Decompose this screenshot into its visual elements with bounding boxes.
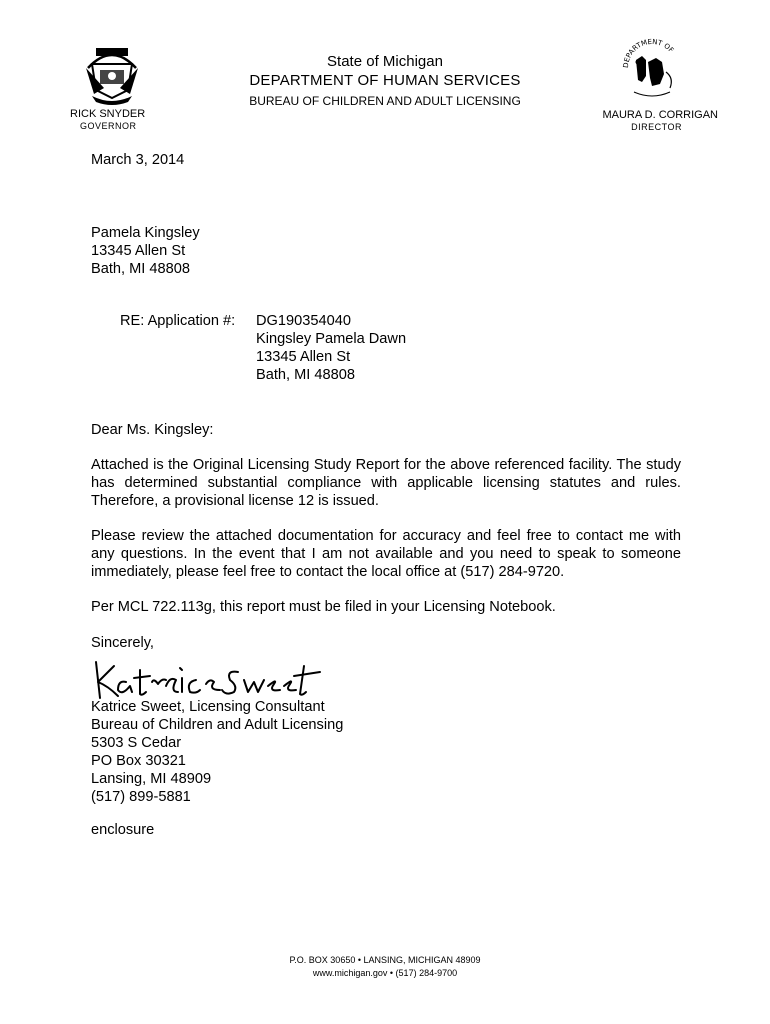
re-line: Kingsley Pamela Dawn xyxy=(256,331,407,347)
governor-title: GOVERNOR xyxy=(80,121,137,131)
svg-text:DEPARTMENT OF: DEPARTMENT OF xyxy=(621,37,676,69)
signature-image xyxy=(88,652,328,702)
sender-block xyxy=(91,698,343,806)
department-name: DEPARTMENT OF HUMAN SERVICES xyxy=(249,72,521,89)
sender-line: Lansing, MI 48909 xyxy=(91,771,212,787)
recipient-line: Bath, MI 48808 xyxy=(91,261,190,277)
footer-contact: www.michigan.gov • (517) 284-9700 xyxy=(312,968,458,978)
re-line: Bath, MI 48808 xyxy=(256,367,355,383)
recipient-line: Pamela Kingsley xyxy=(91,225,200,241)
director-title: DIRECTOR xyxy=(631,122,682,132)
governor-name: RICK SNYDER xyxy=(70,108,146,120)
sender-line: 5303 S Cedar xyxy=(91,735,182,751)
sender-line: Bureau of Children and Adult Licensing xyxy=(91,717,344,733)
enclosure-note: enclosure xyxy=(91,822,155,838)
re-line: 13345 Allen St xyxy=(256,349,351,365)
sender-line: Katrice Sweet, Licensing Consultant xyxy=(91,699,325,715)
sender-line: (517) 899-5881 xyxy=(91,789,191,805)
re-line: DG190354040 xyxy=(256,313,351,329)
letter-date: March 3, 2014 xyxy=(91,152,185,168)
bureau-name: BUREAU OF CHILDREN AND ADULT LICENSING xyxy=(249,94,521,108)
director-name: MAURA D. CORRIGAN xyxy=(602,109,718,121)
footer-address: P.O. BOX 30650 • LANSING, MICHIGAN 48909 xyxy=(289,955,481,965)
recipient-address xyxy=(91,224,200,278)
body-paragraph-1: Attached is the Original Licensing Study Report for the above referenced facility. The study has determined substantial compliance with applicable licensing statutes and rules. Therefore, a provisional license 12 is issued. xyxy=(91,457,681,509)
re-details xyxy=(256,312,406,384)
body-paragraph-2: Please review the attached documentation for accuracy and feel free to contact me with any questions. In the event that I am not available and you need to speak to someone immediately, please feel free to contact the local office at (517) 284-9720. xyxy=(91,528,681,580)
body-paragraph-3: Per MCL 722.113g, this report must be filed in your Licensing Notebook. xyxy=(91,599,556,615)
re-label: RE: Application #: xyxy=(120,313,236,329)
closing: Sincerely, xyxy=(91,635,154,651)
sender-line: PO Box 30321 xyxy=(91,753,186,769)
state-name: State of Michigan xyxy=(327,53,443,70)
salutation: Dear Ms. Kingsley: xyxy=(91,422,214,438)
recipient-line: 13345 Allen St xyxy=(91,243,186,259)
